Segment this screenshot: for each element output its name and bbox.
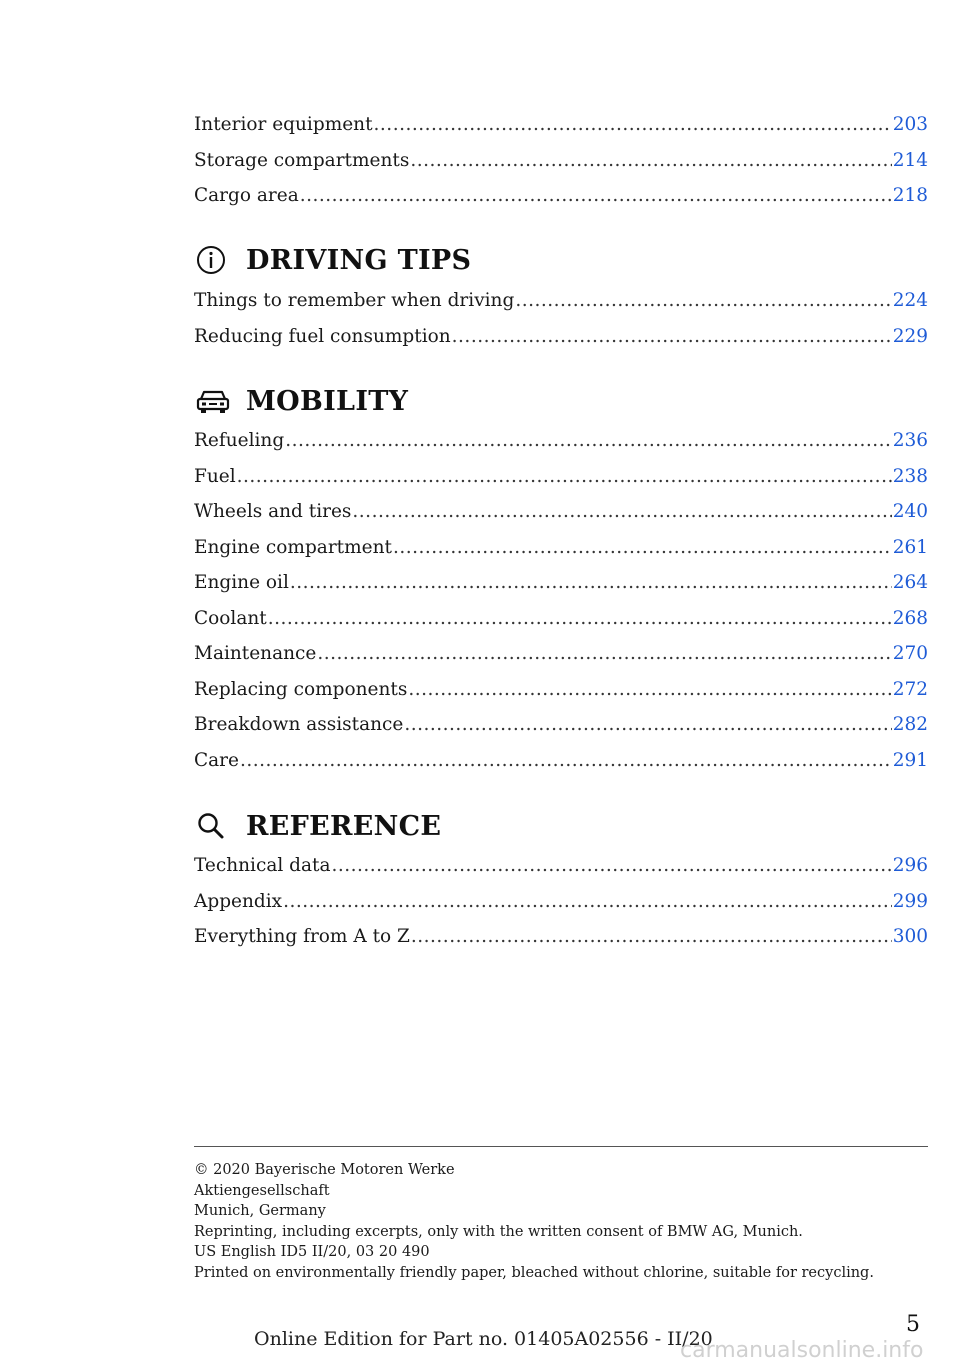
toc-leader-dots	[268, 601, 892, 637]
toc-leader-dots	[352, 494, 891, 530]
toc-entry-title: Engine oil	[194, 572, 289, 593]
toc-entry-title: Engine compartment	[194, 536, 392, 558]
toc-entry-title: Things to remember when driving	[194, 290, 515, 311]
toc-leader-dots	[237, 459, 892, 495]
toc-entry[interactable]	[194, 319, 928, 355]
toc-entry[interactable]	[194, 743, 928, 779]
toc-entry[interactable]	[194, 423, 928, 459]
toc-entry-title: Technical data	[194, 855, 331, 876]
search-icon	[194, 806, 234, 846]
section-heading-text: DRIVING TIPS	[246, 244, 472, 276]
toc-leader-dots	[411, 919, 892, 955]
toc-entry[interactable]	[194, 107, 928, 143]
imprint-line: Reprinting, including excerpts, only with the written consent of BMW AG, Munich.	[194, 1223, 803, 1240]
toc-leader-dots	[300, 178, 892, 214]
toc-entry-title: Everything from A to Z	[194, 926, 410, 947]
page-number: 5	[906, 1312, 920, 1337]
toc-entry[interactable]	[194, 530, 928, 566]
toc-entry[interactable]	[194, 459, 928, 495]
imprint-footer	[194, 1160, 928, 1283]
toc-entry[interactable]	[194, 601, 928, 637]
toc-entry-page-link[interactable]: 214	[892, 149, 928, 171]
car-icon	[194, 381, 234, 421]
toc-entry-title: Wheels and tires	[194, 501, 352, 522]
toc-leader-dots	[408, 672, 891, 708]
watermark: carmanualsonline.info	[680, 1338, 924, 1363]
toc-entry[interactable]	[194, 919, 928, 955]
toc-entry-page-link[interactable]: 299	[892, 890, 928, 912]
toc-entry[interactable]	[194, 283, 928, 319]
toc-leader-dots	[283, 884, 892, 920]
toc-entry-title: Cargo area	[194, 185, 299, 206]
toc-leader-dots	[290, 565, 892, 601]
toc-section-mobility	[194, 423, 928, 778]
toc-entry-title: Breakdown assistance	[194, 714, 404, 735]
info-icon	[194, 240, 234, 280]
toc-entry-title: Replacing components	[194, 678, 408, 700]
toc-entry-title: Storage compartments	[194, 149, 410, 171]
section-heading-text: MOBILITY	[246, 385, 409, 417]
toc-section-reference	[194, 848, 928, 955]
toc-entry-page-link[interactable]: 238	[892, 465, 928, 487]
toc-entry-title: Refueling	[194, 430, 285, 451]
toc-entry-page-link[interactable]: 268	[892, 607, 928, 629]
toc-entry[interactable]	[194, 848, 928, 884]
toc-entry-page-link[interactable]: 270	[892, 643, 928, 664]
section-heading-text: REFERENCE	[246, 810, 442, 842]
toc-entry-title: Care	[194, 749, 239, 771]
toc-entry-page-link[interactable]: 291	[892, 749, 928, 771]
imprint-line: Munich, Germany	[194, 1203, 326, 1219]
toc-entry-title: Interior equipment	[194, 114, 373, 135]
toc-leader-dots	[317, 636, 891, 672]
toc-entry[interactable]	[194, 707, 928, 743]
section-heading-driving-tips	[194, 240, 928, 280]
toc-entry-page-link[interactable]: 203	[892, 114, 928, 135]
toc-entry[interactable]	[194, 143, 928, 179]
toc-entry-title: Appendix	[194, 890, 283, 912]
toc-entry[interactable]	[194, 178, 928, 214]
toc-entry-title: Fuel	[194, 465, 236, 487]
toc-leader-dots	[374, 107, 892, 143]
footer-divider	[194, 1146, 928, 1147]
toc-entry-page-link[interactable]: 264	[892, 572, 928, 593]
toc-section-driving-tips	[194, 283, 928, 354]
toc-entry[interactable]	[194, 636, 928, 672]
toc-entry-title: Maintenance	[194, 643, 317, 664]
toc-leader-dots	[452, 319, 892, 355]
imprint-line: Printed on environmentally friendly paper, bleached without chlorine, suitable for recycling.	[194, 1264, 874, 1281]
toc-entry-page-link[interactable]: 240	[892, 501, 928, 522]
toc-leader-dots	[515, 283, 891, 319]
imprint-line: © 2020 Bayerische Motoren Werke	[194, 1162, 455, 1178]
toc-entry[interactable]	[194, 494, 928, 530]
toc-leader-dots	[393, 530, 892, 566]
toc-entry[interactable]	[194, 565, 928, 601]
toc-leader-dots	[404, 707, 891, 743]
toc-entry-title: Coolant	[194, 607, 267, 629]
toc-entry-page-link[interactable]: 224	[892, 290, 928, 311]
imprint-line: Aktiengesellschaft	[194, 1182, 330, 1199]
toc-entry-page-link[interactable]: 282	[892, 714, 928, 735]
toc-entry-page-link[interactable]: 300	[892, 926, 928, 947]
section-heading-mobility	[194, 381, 928, 421]
toc-entry-page-link[interactable]: 236	[892, 430, 928, 451]
toc-entry-page-link[interactable]: 218	[892, 185, 928, 206]
toc-entry-page-link[interactable]: 272	[892, 678, 928, 700]
section-heading-reference	[194, 806, 928, 846]
edition-line: Online Edition for Part no. 01405A02556 - II/20	[254, 1328, 713, 1350]
toc-entry[interactable]	[194, 672, 928, 708]
toc-leader-dots	[410, 143, 891, 179]
toc-entry[interactable]	[194, 884, 928, 920]
toc-entry-title: Reducing fuel consumption	[194, 325, 451, 347]
toc-entry-page-link[interactable]: 261	[892, 536, 928, 558]
toc-section-interior	[194, 107, 928, 214]
toc-leader-dots	[240, 743, 892, 779]
toc-entry-page-link[interactable]: 296	[892, 855, 928, 876]
toc-entry-page-link[interactable]: 229	[892, 325, 928, 347]
toc-leader-dots	[331, 848, 891, 884]
imprint-line: US English ID5 II/20, 03 20 490	[194, 1244, 430, 1260]
toc-leader-dots	[285, 423, 892, 459]
